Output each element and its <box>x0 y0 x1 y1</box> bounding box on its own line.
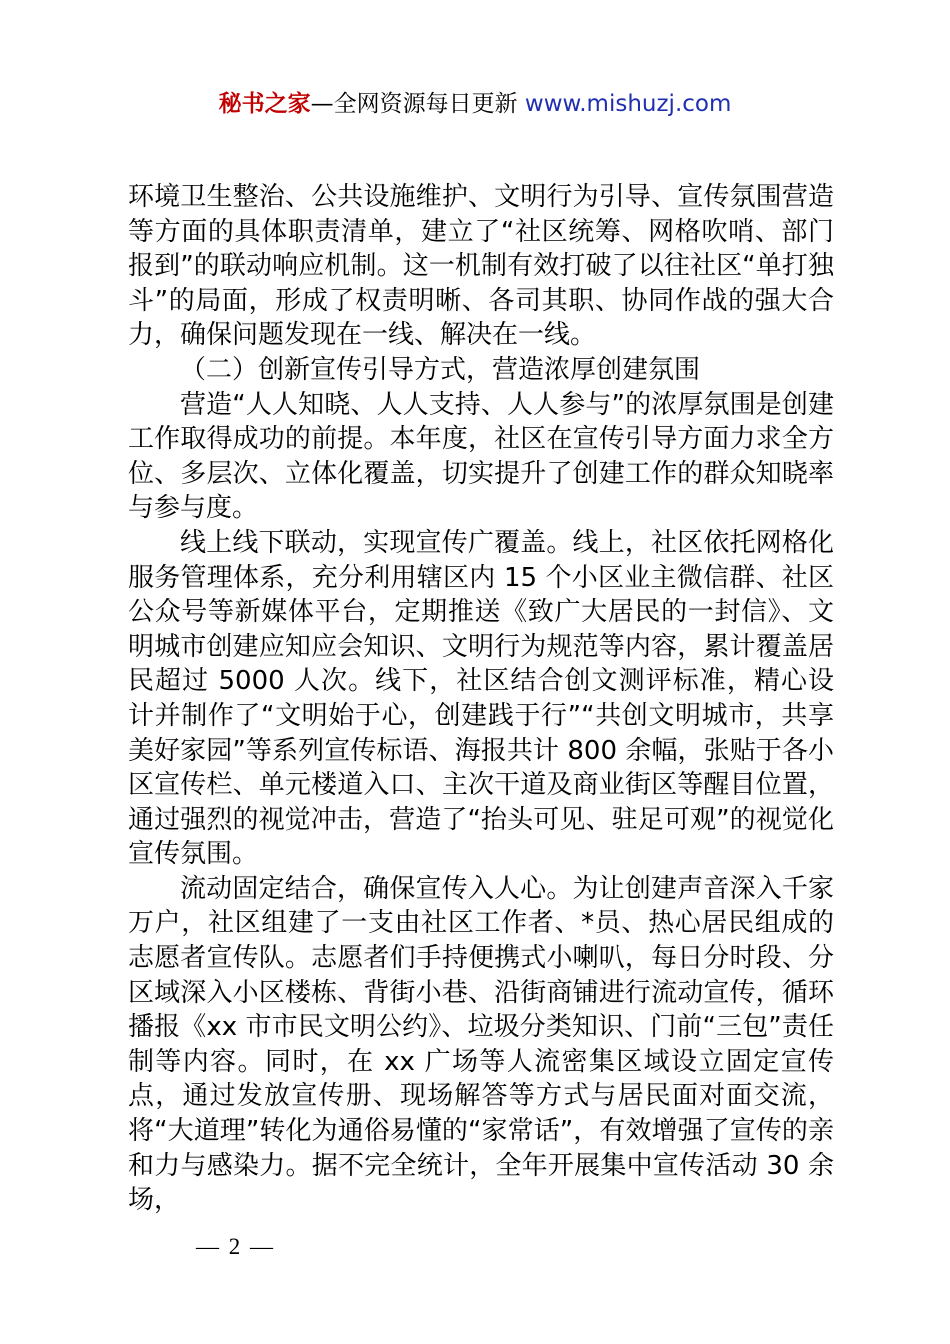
page-header <box>0 88 950 120</box>
section-heading: （二）创新宣传引导方式，营造浓厚创建氛围 <box>180 354 701 385</box>
paragraph-1: 环境卫生整治、公共设施维护、文明行为引导、宣传氛围营造等方面的具体职责清单，建立了“社区统筹、网格吹哨、部门报到”的联动响应机制。这一机制有效打破了以往社区“单打独斗”的局面，形成了权责明晰、各司其职、协同作战的强大合力，确保问题发现在一线、解决在一线。 <box>128 182 834 351</box>
page-number: — 2 — <box>196 1234 275 1259</box>
site-slogan: —全网资源每日更新 <box>310 91 525 117</box>
site-brand: 秘书之家 <box>218 91 311 117</box>
paragraph-4: 流动固定结合，确保宣传入人心。为让创建声音深入千家万户，社区组建了一支由社区工作者、*员、热心居民组成的志愿者宣传队。志愿者们手持便携式小喇叭，每日分时段、分区域深入小区楼栋、背街小巷、沿街商铺进行流动宣传，循环播报《xx 市市民文明公约》、垃圾分类知识、门前“三包”责任制等内容。同时，在 xx 广场等人流密集区域设立固定宣传点，通过发放宣传册、现场解答等方式与居民面对面交流，将“大道理”转化为通俗易懂的“家常话”，有效增强了宣传的亲和力与感染力。据不完全统计，全年开展集中宣传活动 30 余场， <box>128 873 834 1216</box>
document-body <box>128 180 834 1218</box>
site-url[interactable]: www.mishuzj.com <box>524 91 732 117</box>
paragraph-3: 线上线下联动，实现宣传广覆盖。线上，社区依托网格化服务管理体系，充分利用辖区内 15 个小区业主微信群、社区公众号等新媒体平台，定期推送《致广大居民的一封信》、文明城市创建应知应会知识、文明行为规范等内容，累计覆盖居民超过 5000 人次。线下，社区结合创文测评标准，精心设计并制作了“文明始于心，创建践于行”“共创文明城市，共享美好家园”等系列宣传标语、海报共计 800 余幅，张贴于各小区宣传栏、单元楼道入口、主次干道及商业街区等醒目位置，通过强烈的视觉冲击，营造了“抬头可见、驻足可观”的视觉化宣传氛围。 <box>128 527 834 870</box>
paragraph-2: 营造“人人知晓、人人支持、人人参与”的浓厚氛围是创建工作取得成功的前提。本年度，社区在宣传引导方面力求全方位、多层次、立体化覆盖，切实提升了创建工作的群众知晓率与参与度。 <box>128 389 834 524</box>
